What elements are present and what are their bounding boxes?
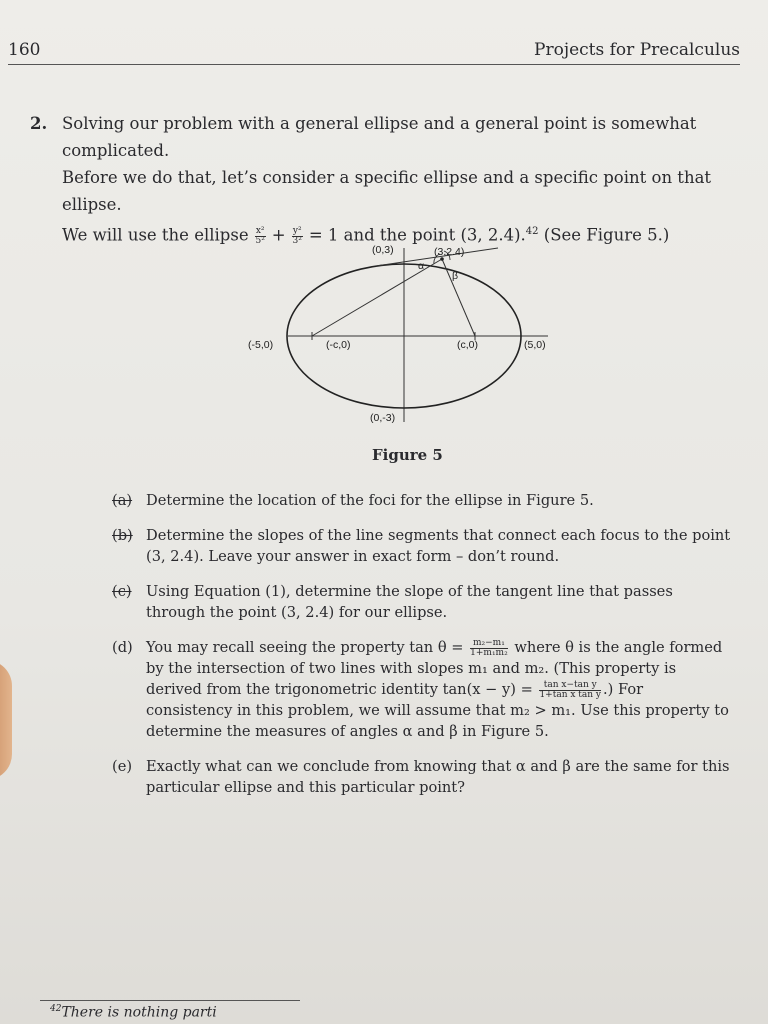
part-e-text: Exactly what can we conclude from knowing that α and β are the same for this particular ellipse and this particular point? [146,758,730,796]
part-d-text-2: where θ is the angle formed by the intersection of two lines with slopes m₁ and m₂. (This property is derived from the trigonometric identity tan(x − y) = [146,639,723,698]
label-left-vertex: (-5,0) [248,339,274,351]
problem-line-3-start: We will use the ellipse [62,225,249,245]
tan-identity-fraction: $\frac{\text{tan x−tan y}}{\text{1+tan x tan y}}$ [539,679,602,700]
label-point: (3,2.4) [434,246,465,258]
part-a-label: (a) [112,492,133,509]
part-c-label: (c) [112,583,132,600]
problem-line-1: Solving our problem with a general ellipse and a general point is somewhat complicated. [62,114,697,160]
part-d-text-3: .) For consistency in this problem, we will assume that m₂ > m₁. Use this property to determine the measures of angles α and β in Figure 5. [146,681,729,740]
footnote-text: There is nothing parti [61,1004,217,1021]
ellipse-fraction-x: $\frac{\text{x²}}{\text{5²}}$ [255,225,265,246]
header-rule [8,64,740,65]
label-right-vertex: (5,0) [524,339,546,351]
label-bottom-vertex: (0,-3) [370,412,396,424]
exercise-parts [112,490,732,812]
part-e-label: (e) [112,758,133,775]
footnote [50,1004,217,1021]
label-beta: β [452,270,459,282]
footnote-ref: 42 [525,226,539,237]
part-d-label: (d) [112,639,133,656]
footnote-rule [40,1000,300,1001]
problem-number: 2. [30,114,48,133]
part-e [112,756,732,798]
problem-line-3-end: (See Figure 5.) [543,225,670,245]
plus-sign: + [271,225,286,245]
part-c-text: Using Equation (1), determine the slope of the tangent line that passes through the point (3, 2.4) for our ellipse. [146,583,673,621]
running-header: Projects for Precalculus [534,40,740,60]
part-c [112,581,732,623]
part-a [112,490,732,511]
footnote-number: 42 [50,1004,62,1014]
part-b-text: Determine the slopes of the line segments that connect each focus to the point (3, 2.4). Leave your answer in exact form – don’t round. [146,527,731,565]
ellipse-fraction-y: $\frac{\text{y²}}{\text{3²}}$ [292,225,302,246]
problem-line-2: Before we do that, let’s consider a specific ellipse and a specific point on that ellipse. [62,168,712,214]
right-focus-segment [442,259,475,336]
label-alpha: α [418,260,425,272]
part-d-text-1: You may recall seeing the property tan θ = [146,639,464,656]
part-a-text: Determine the location of the foci for the ellipse in Figure 5. [146,492,594,509]
figure-caption: Figure 5 [372,446,443,464]
ellipse-diagram [228,226,568,436]
finger-edge [0,660,12,780]
slope-angle-fraction: $\frac{\text{m₂−m₁}}{\text{1+m₁m₂}}$ [470,637,508,658]
label-right-focus: (c,0) [457,339,478,351]
part-b [112,525,732,567]
label-left-focus: (-c,0) [326,339,351,351]
figure-5 [228,226,568,436]
part-d [112,637,732,742]
problem-line-3-mid: = 1 and the point (3, 2.4). [308,225,526,245]
part-b-label: (b) [112,527,133,544]
page-number: 160 [8,40,41,60]
label-top-vertex: (0,3) [372,244,394,256]
